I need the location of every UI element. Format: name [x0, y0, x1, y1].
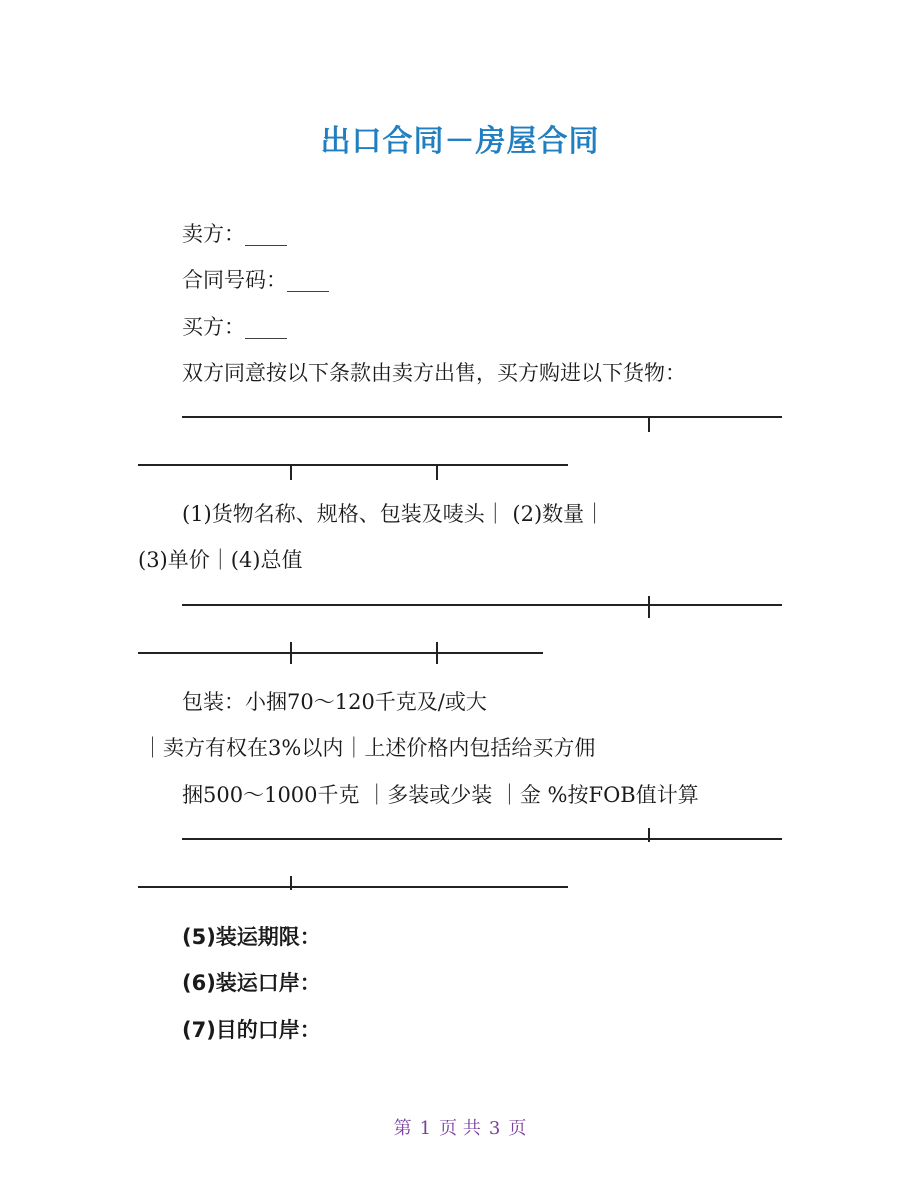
port-of-loading-label: (6)装运口岸： — [182, 971, 321, 995]
document-title: 出口合同－房屋合同 — [320, 124, 600, 159]
buyer-field: 买方：____ — [182, 315, 287, 339]
table-rule-tick — [436, 466, 438, 480]
port-of-destination-label: (7)目的口岸： — [182, 1018, 321, 1042]
table-rule — [138, 464, 568, 466]
table-rule — [182, 604, 782, 606]
contract-number-field: 合同号码：____ — [182, 268, 329, 292]
packing-line-2: ｜卖方有权在3%以内｜上述价格内包括给买方佣 — [142, 736, 596, 760]
table-rule — [182, 416, 782, 418]
table-rule-tick — [290, 876, 292, 890]
footer-mid: 页 共 — [439, 1118, 481, 1139]
page-footer — [0, 1114, 920, 1140]
table-header-line-1: (1)货物名称、规格、包装及唛头｜ (2)数量｜ — [182, 502, 606, 526]
footer-page-number: 1 — [419, 1118, 432, 1139]
table-rule-tick — [648, 596, 650, 618]
table-rule — [138, 652, 543, 654]
table-rule-tick — [436, 642, 438, 664]
table-rule-tick — [648, 828, 650, 842]
table-rule — [138, 886, 568, 888]
packing-line-3: 捆500～1000千克 ｜多装或少装 ｜金 %按FOB值计算 — [182, 783, 699, 807]
footer-suffix: 页 — [508, 1118, 527, 1139]
table-rule-tick — [290, 466, 292, 480]
footer-total-pages: 3 — [488, 1118, 501, 1139]
table-rule-tick — [648, 418, 650, 432]
seller-field: 卖方：____ — [182, 222, 287, 246]
footer-prefix: 第 — [393, 1118, 412, 1139]
packing-line-1: 包装：小捆70～120千克及/或大 — [182, 690, 487, 714]
table-rule — [182, 838, 782, 840]
table-header-line-2: (3)单价｜(4)总值 — [138, 548, 303, 572]
intro-paragraph: 双方同意按以下条款由卖方出售，买方购进以下货物： — [182, 361, 686, 385]
table-rule-tick — [290, 642, 292, 664]
shipment-period-label: (5)装运期限： — [182, 925, 321, 949]
